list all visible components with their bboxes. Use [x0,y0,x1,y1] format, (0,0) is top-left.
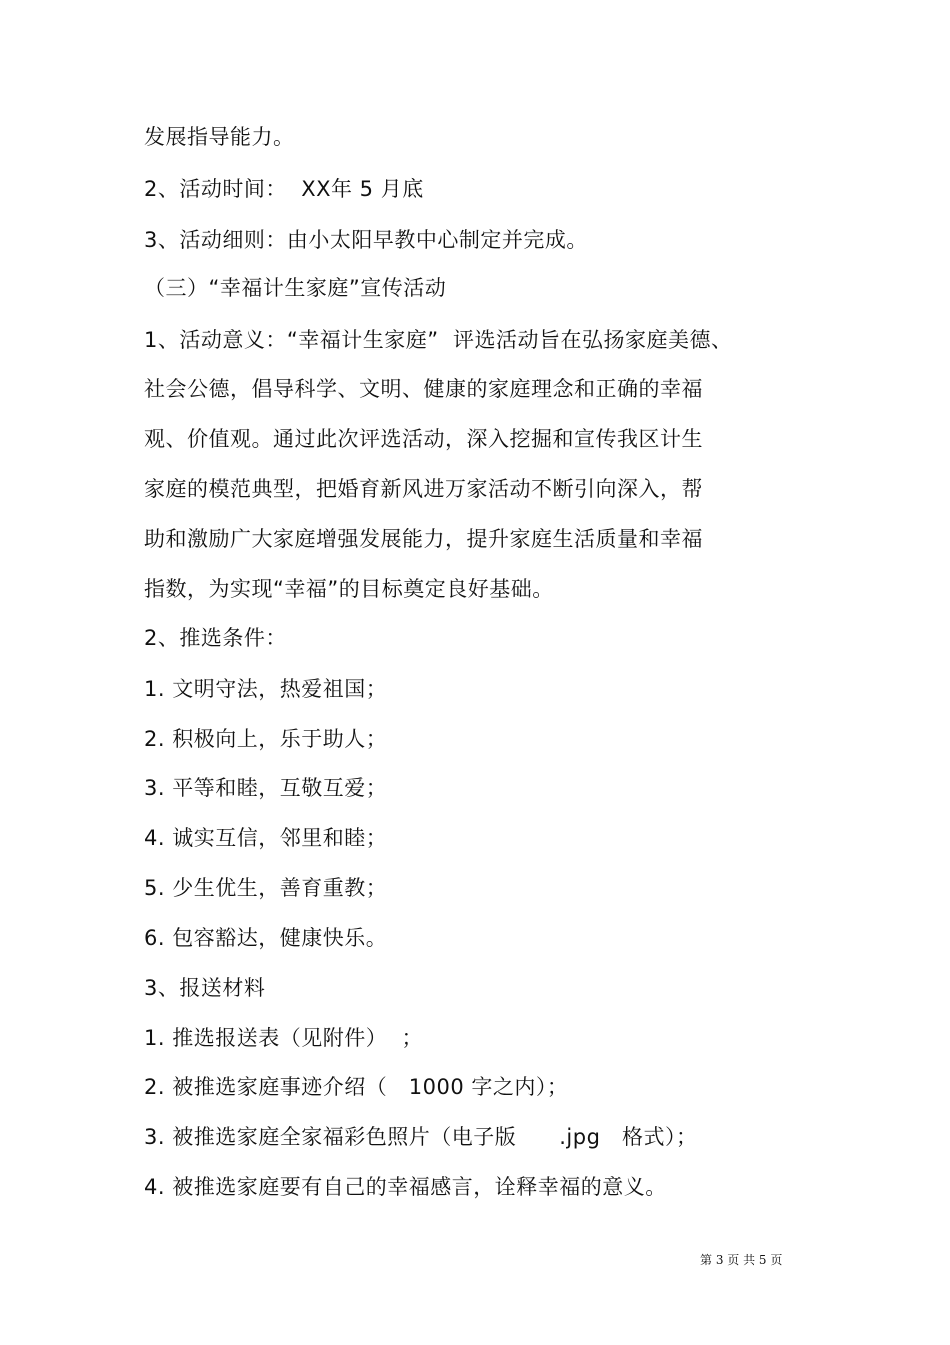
text-line: 1、活动意义：“幸福计生家庭” 评选活动旨在弘扬家庭美德、 [144,328,733,352]
text-line: 指数，为实现“幸福”的目标奠定良好基础。 [144,577,554,601]
list-item: 4. 诚实互信，邻里和睦； [144,826,388,850]
text-line: 2、推选条件： [144,626,287,650]
list-item: 1. 文明守法，热爱祖国； [144,677,388,701]
list-item: 6. 包容豁达，健康快乐。 [144,926,388,950]
list-item: 2. 积极向上，乐于助人； [144,727,388,751]
list-item: 1. 推选报送表（见附件） ； [144,1026,424,1050]
text-line: 3、活动细则：由小太阳早教中心制定并完成。 [144,228,588,252]
list-item: 4. 被推选家庭要有自己的幸福感言，诠释幸福的意义。 [144,1175,667,1199]
page-footer: 第 3 页 共 5 页 [700,1253,783,1267]
text-line: 社会公德，倡导科学、文明、健康的家庭理念和正确的幸福 [144,377,703,401]
section-heading: （三）“幸福计生家庭”宣传活动 [144,276,447,300]
text-line: 2、活动时间： XX年 5 月底 [144,177,424,201]
text-line: 家庭的模范典型，把婚育新风进万家活动不断引向深入，帮 [144,477,703,501]
list-item: 5. 少生优生，善育重教； [144,876,388,900]
list-item: 3. 被推选家庭全家福彩色照片（电子版 .jpg 格式）； [144,1125,698,1149]
list-item: 2. 被推选家庭事迹介绍（ 1000 字之内）； [144,1075,569,1099]
text-line: 观、价值观。通过此次评选活动，深入挖掘和宣传我区计生 [144,427,703,451]
text-line: 3、报送材料 [144,976,266,1000]
list-item: 3. 平等和睦，互敬互爱； [144,776,388,800]
text-line: 发展指导能力。 [144,125,295,149]
text-line: 助和激励广大家庭增强发展能力，提升家庭生活质量和幸福 [144,527,703,551]
